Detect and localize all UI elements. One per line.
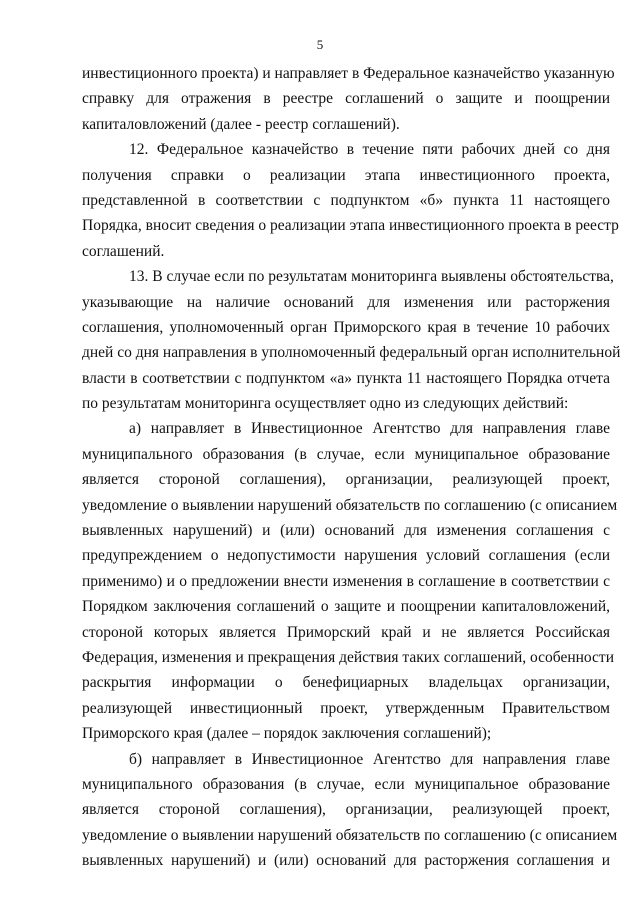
text-line: 13. В случае если по результатам мониторинга выявлены обстоятельства, — [129, 268, 614, 286]
text-line: а) направляет в Инвестиционное Агентство для направления главе — [129, 420, 610, 438]
text-line: муниципального образования (в случае, если муниципальное образование — [82, 775, 610, 793]
text-line: уведомление о выявлении нарушений обязательств по соглашению (с описанием — [82, 496, 618, 514]
page-number: 5 — [316, 37, 324, 52]
text-line: реализующей инвестиционный проект, утвержденным Правительством — [82, 699, 610, 717]
text-line: Приморского края (далее – порядок заключения соглашений); — [82, 725, 492, 743]
text-line: указывающие на наличие оснований для изменения или расторжения — [82, 293, 610, 311]
text-line: стороной которых является Приморский край и не является Российская — [82, 623, 610, 641]
text-line: Порядком заключения соглашений о защите и поощрении капиталовложений, — [82, 598, 610, 616]
text-line: выявленных нарушений) и (или) оснований для расторжения соглашения и — [82, 852, 610, 870]
text-line: Порядка, вносит сведения о реализации этапа инвестиционного проекта в реестр — [82, 217, 619, 235]
text-line: выявленных нарушений) и (или) оснований для изменения соглашения с — [82, 522, 610, 540]
text-line: по результатам мониторинга осуществляет одно из следующих действий: — [82, 395, 569, 413]
text-line: б) направляет в Инвестиционное Агентство для направления главе — [129, 750, 610, 768]
text-line: является стороной соглашения), организации, реализующей проект, — [82, 471, 610, 489]
text-line: соглашений. — [82, 242, 165, 260]
text-line: уведомление о выявлении нарушений обязательств по соглашению (с описанием — [82, 826, 618, 844]
text-line: дней со дня направления в уполномоченный федеральный орган исполнительной — [82, 344, 621, 362]
text-line: 12. Федеральное казначейство в течение пяти рабочих дней со дня — [129, 141, 610, 159]
text-line: инвестиционного проекта) и направляет в Федеральное казначейство указанную — [82, 65, 615, 82]
text-line: представленной в соответствии с подпунктом «б» пункта 11 настоящего — [82, 191, 610, 209]
text-line: раскрытия информации о бенефициарных владельцах организации, — [82, 674, 610, 692]
text-line: капиталовложений (далее - реестр соглашений). — [82, 115, 400, 133]
text-line: Федерация, изменения и прекращения действия таких соглашений, особенности — [82, 648, 614, 666]
document-body — [82, 61, 621, 874]
text-line: власти в соответствии с подпунктом «а» пункта 11 настоящего Порядка отчета — [82, 369, 610, 387]
text-line: муниципального образования (в случае, если муниципальное образование — [82, 445, 610, 463]
text-line: применимо) и о предложении внести изменения в соглашение в соответствии с — [82, 572, 610, 590]
text-line: справку для отражения в реестре соглашений о защите и поощрении — [82, 90, 610, 108]
text-line: является стороной соглашения), организации, реализующей проект, — [82, 801, 610, 819]
text-line: предупреждением о недопустимости нарушения условий соглашения (если — [82, 547, 610, 565]
text-line: получения справки о реализации этапа инвестиционного проекта, — [82, 166, 610, 184]
text-line: соглашения, уполномоченный орган Приморского края в течение 10 рабочих — [82, 318, 610, 336]
